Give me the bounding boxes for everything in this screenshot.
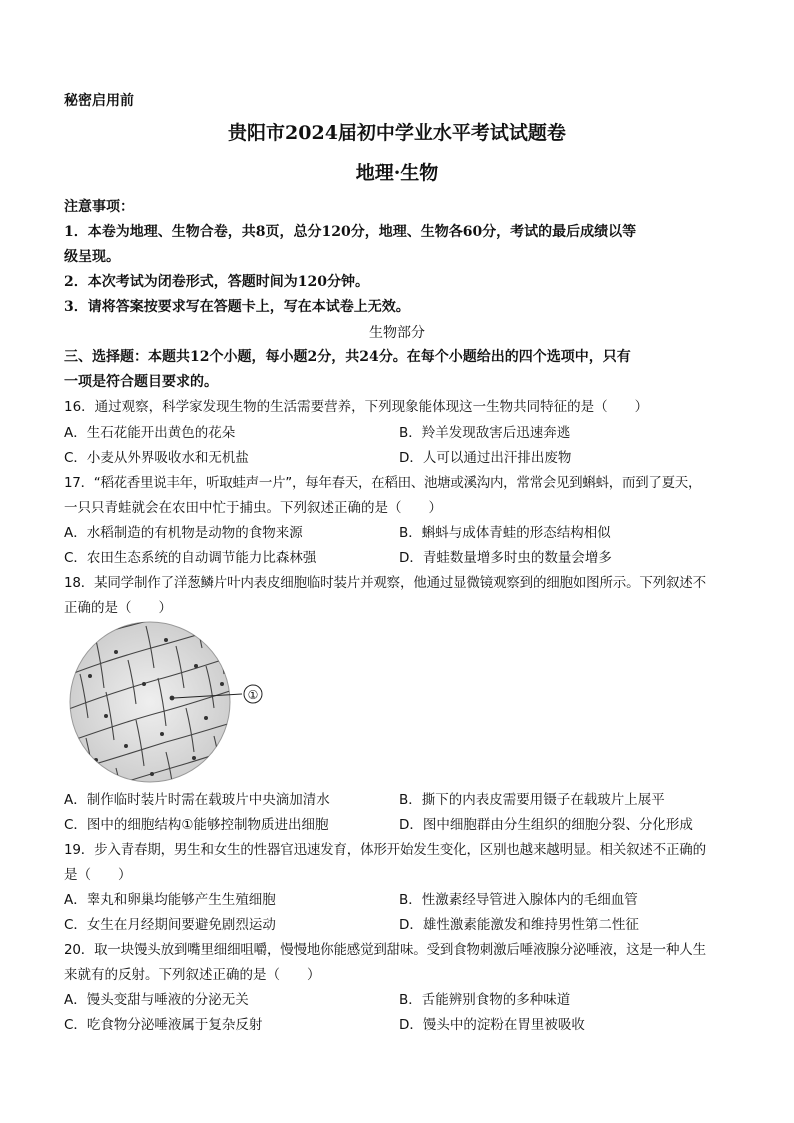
question-17-option-d: D．青蛙数量增多时虫的数量会增多 [399, 550, 612, 566]
question-19-option-a: A．睾丸和卵巢均能够产生生殖细胞 [64, 892, 276, 908]
question-16-option-b: B．羚羊发现敌害后迅速奔逃 [399, 425, 571, 441]
question-16-option-a: A．生石花能开出黄色的花朵 [64, 425, 236, 441]
notice-heading: 注意事项： [64, 199, 134, 215]
question-19-option-b: B．性激素经导管进入腺体内的毛细血管 [399, 892, 638, 908]
notice-item-1-cont: 级呈现。 [64, 249, 120, 265]
confidential-label: 秘密启用前 [64, 93, 134, 109]
question-19-option-d: D．雄性激素能激发和维持男性第二性征 [399, 917, 639, 933]
question-18-stem: 18．某同学制作了洋葱鳞片叶内表皮细胞临时装片并观察，他通过显微镜观察到的细胞如图所示。下列叙述不 [64, 575, 706, 591]
question-17-stem: 17．“稻花香里说丰年，听取蛙声一片”，每年春天，在稻田、池塘或溪沟内，常常会见到蝌蚪，而到了夏天， [64, 475, 702, 491]
question-18-option-d: D．图中细胞群由分生组织的细胞分裂、分化形成 [399, 817, 693, 833]
question-16-option-d: D．人可以通过出汗排出废物 [399, 450, 572, 466]
notice-item-2: 2．本次考试为闭卷形式，答题时间为120分钟。 [64, 274, 369, 290]
question-17-option-b: B．蝌蚪与成体青蛙的形态结构相似 [399, 525, 611, 541]
question-17-option-a: A．水稻制造的有机物是动物的食物来源 [64, 525, 303, 541]
notice-item-1: 1．本卷为地理、生物合卷，共8页，总分120分，地理、生物各60分，考试的最后成绩以等 [64, 224, 637, 240]
question-20-option-a: A．馒头变甜与唾液的分泌无关 [64, 992, 249, 1008]
question-18-option-a: A．制作临时装片时需在载玻片中央滴加清水 [64, 792, 330, 808]
question-16-option-c: C．小麦从外界吸收水和无机盐 [64, 450, 249, 466]
question-16-stem: 16．通过观察，科学家发现生物的生活需要营养，下列现象能体现这一生物共同特征的是（ ） [64, 399, 649, 415]
question-19-stem: 19．步入青春期，男生和女生的性器官迅速发育，体形开始发生变化，区别也越来越明显。相关叙述不正确的 [64, 842, 706, 858]
question-20-stem: 20．取一块馒头放到嘴里细细咀嚼，慢慢地你能感觉到甜味。受到食物刺激后唾液腺分泌唾液，这是一种人生 [64, 942, 706, 958]
question-17-stem-cont: 一只只青蛙就会在农田中忙于捕虫。下列叙述正确的是（ ） [64, 500, 442, 516]
question-18-stem-cont: 正确的是（ ） [64, 600, 172, 616]
question-18-option-b: B．撕下的内表皮需要用镊子在载玻片上展平 [399, 792, 665, 808]
section-instructions-cont: 一项是符合题目要求的。 [64, 374, 218, 390]
section-title: 生物部分 [369, 325, 425, 341]
question-19-stem-cont: 是（ ） [64, 867, 132, 883]
onion-cell-micrograph [66, 618, 276, 786]
question-20-option-d: D．馒头中的淀粉在胃里被吸收 [399, 1017, 585, 1033]
page-title: 贵阳市2024届初中学业水平考试试题卷 [228, 122, 566, 144]
figure-label-1: ① [247, 688, 259, 702]
question-20-option-c: C．吃食物分泌唾液属于复杂反射 [64, 1017, 263, 1033]
question-17-option-c: C．农田生态系统的自动调节能力比森林强 [64, 550, 317, 566]
question-18-option-c: C．图中的细胞结构①能够控制物质进出细胞 [64, 817, 329, 833]
notice-item-3: 3．请将答案按要求写在答题卡上，写在本试卷上无效。 [64, 299, 410, 315]
question-19-option-c: C．女生在月经期间要避免剧烈运动 [64, 917, 276, 933]
page-subtitle: 地理·生物 [355, 162, 439, 184]
question-20-stem-cont: 来就有的反射。下列叙述正确的是（ ） [64, 967, 321, 983]
section-instructions: 三、选择题：本题共12个小题，每小题2分，共24分。在每个小题给出的四个选项中，只有 [64, 349, 631, 365]
question-20-option-b: B．舌能辨别食物的多种味道 [399, 992, 571, 1008]
